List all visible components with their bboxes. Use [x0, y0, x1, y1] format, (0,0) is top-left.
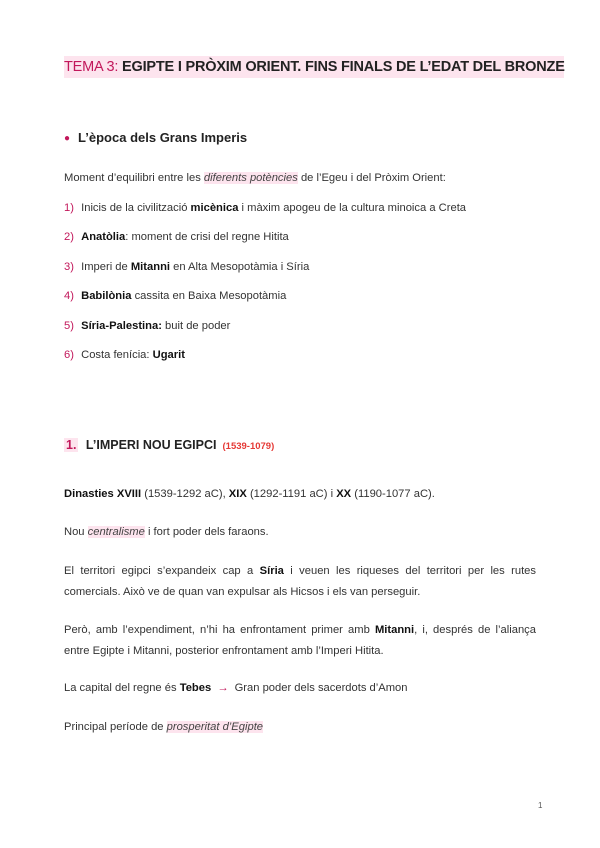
list-text-end: cassita en Baixa Mesopotàmia — [131, 290, 287, 302]
list-text-end: buit de poder — [161, 320, 231, 332]
page-number: 1 — [538, 801, 543, 810]
text: i veuen les riqueses del territori per les rutes comercials. Això ve de quan van expulsar als Hicsos i els van perseguir. — [64, 565, 536, 598]
list-item — [64, 349, 185, 361]
section-heading-text: L’època dels Grans Imperis — [78, 130, 248, 145]
title-prefix: TEMA 3: — [64, 59, 119, 75]
bold-term: Síria — [259, 565, 284, 577]
list-item — [64, 231, 289, 243]
list-number: 6) — [64, 349, 74, 361]
list-number: 5) — [64, 320, 74, 332]
section-years: (1539-1079) — [222, 441, 275, 452]
text: Nou — [64, 526, 88, 538]
text: Gran poder dels sacerdots d’Amon — [231, 682, 408, 694]
list-number: 3) — [64, 261, 74, 273]
text: Però, amb l’expendiment, n’hi ha enfrontament primer amb — [64, 624, 375, 636]
list-text-end: : moment de crisi del regne Hitita — [125, 231, 289, 243]
list-text: Imperi de — [81, 261, 131, 273]
list-bold: Anatòlia — [81, 231, 126, 243]
intro-text-end: de l’Egeu i del Pròxim Orient: — [297, 172, 446, 184]
intro-paragraph — [64, 168, 446, 189]
capital-paragraph — [64, 678, 408, 699]
list-bold: micènica — [190, 202, 239, 214]
section-heading-text: L’IMPERI NOU EGIPCI — [85, 438, 217, 452]
list-text-end: en Alta Mesopotàmia i Síria — [170, 261, 310, 273]
text: i fort poder dels faraons. — [144, 526, 269, 538]
section-heading-imperi-nou — [64, 436, 274, 456]
dynasty-20: XX — [336, 488, 352, 500]
list-bold: Síria-Palestina: — [81, 320, 162, 332]
dynasty-20-years: (1190-1077 aC). — [351, 488, 435, 500]
highlight: centralisme — [87, 526, 145, 538]
text: El territori egipci s’expandeix cap a — [64, 565, 260, 577]
list-bold: Babilònia — [81, 290, 132, 302]
dynasties-paragraph — [64, 484, 435, 505]
highlight: prosperitat d’Egipte — [166, 721, 264, 733]
arrow-right-icon: → — [217, 682, 229, 694]
list-text: Inicis de la civilització — [81, 202, 191, 214]
centralisme-paragraph — [64, 522, 269, 543]
bold-term: Mitanni — [374, 624, 415, 636]
dynasty-18-years: (1539-1292 aC), — [141, 488, 229, 500]
title-main: EGIPTE I PRÒXIM ORIENT. FINS FINALS DE L’EDAT DEL BRONZE — [118, 59, 565, 75]
list-number: 1) — [64, 202, 74, 214]
list-item — [64, 202, 466, 214]
expansion-paragraph — [64, 561, 536, 603]
dynasty-19-years: (1292-1191 aC) i — [246, 488, 337, 500]
list-bold: Mitanni — [130, 261, 171, 273]
list-number: 2) — [64, 231, 74, 243]
intro-highlight: diferents potències — [203, 172, 298, 184]
bold-term: Tebes — [179, 682, 212, 694]
text: Principal període de — [64, 721, 167, 733]
list-text: Costa fenícia: — [81, 349, 153, 361]
list-item — [64, 261, 309, 273]
conflict-paragraph — [64, 620, 536, 662]
text: La capital del regne és — [64, 682, 180, 694]
list-item — [64, 320, 230, 332]
list-number: 4) — [64, 290, 74, 302]
prosperity-paragraph — [64, 717, 263, 738]
section-number: 1. — [66, 438, 77, 452]
dynasty-19: XIX — [228, 488, 247, 500]
text: , i, després de l’aliança entre Egipte i Mitanni, posterior enfrontament amb l’Imperi Hitita. — [64, 624, 536, 657]
intro-text: Moment d’equilibri entre les — [64, 172, 204, 184]
bullet-icon: ● — [64, 133, 71, 144]
section-heading-grans-imperis — [64, 130, 247, 145]
list-item — [64, 290, 286, 302]
dynasty-18: Dinasties XVIII — [64, 488, 142, 500]
list-text-end: i màxim apogeu de la cultura minoica a Creta — [238, 202, 467, 214]
list-bold: Ugarit — [152, 349, 185, 361]
page-title — [64, 56, 564, 78]
